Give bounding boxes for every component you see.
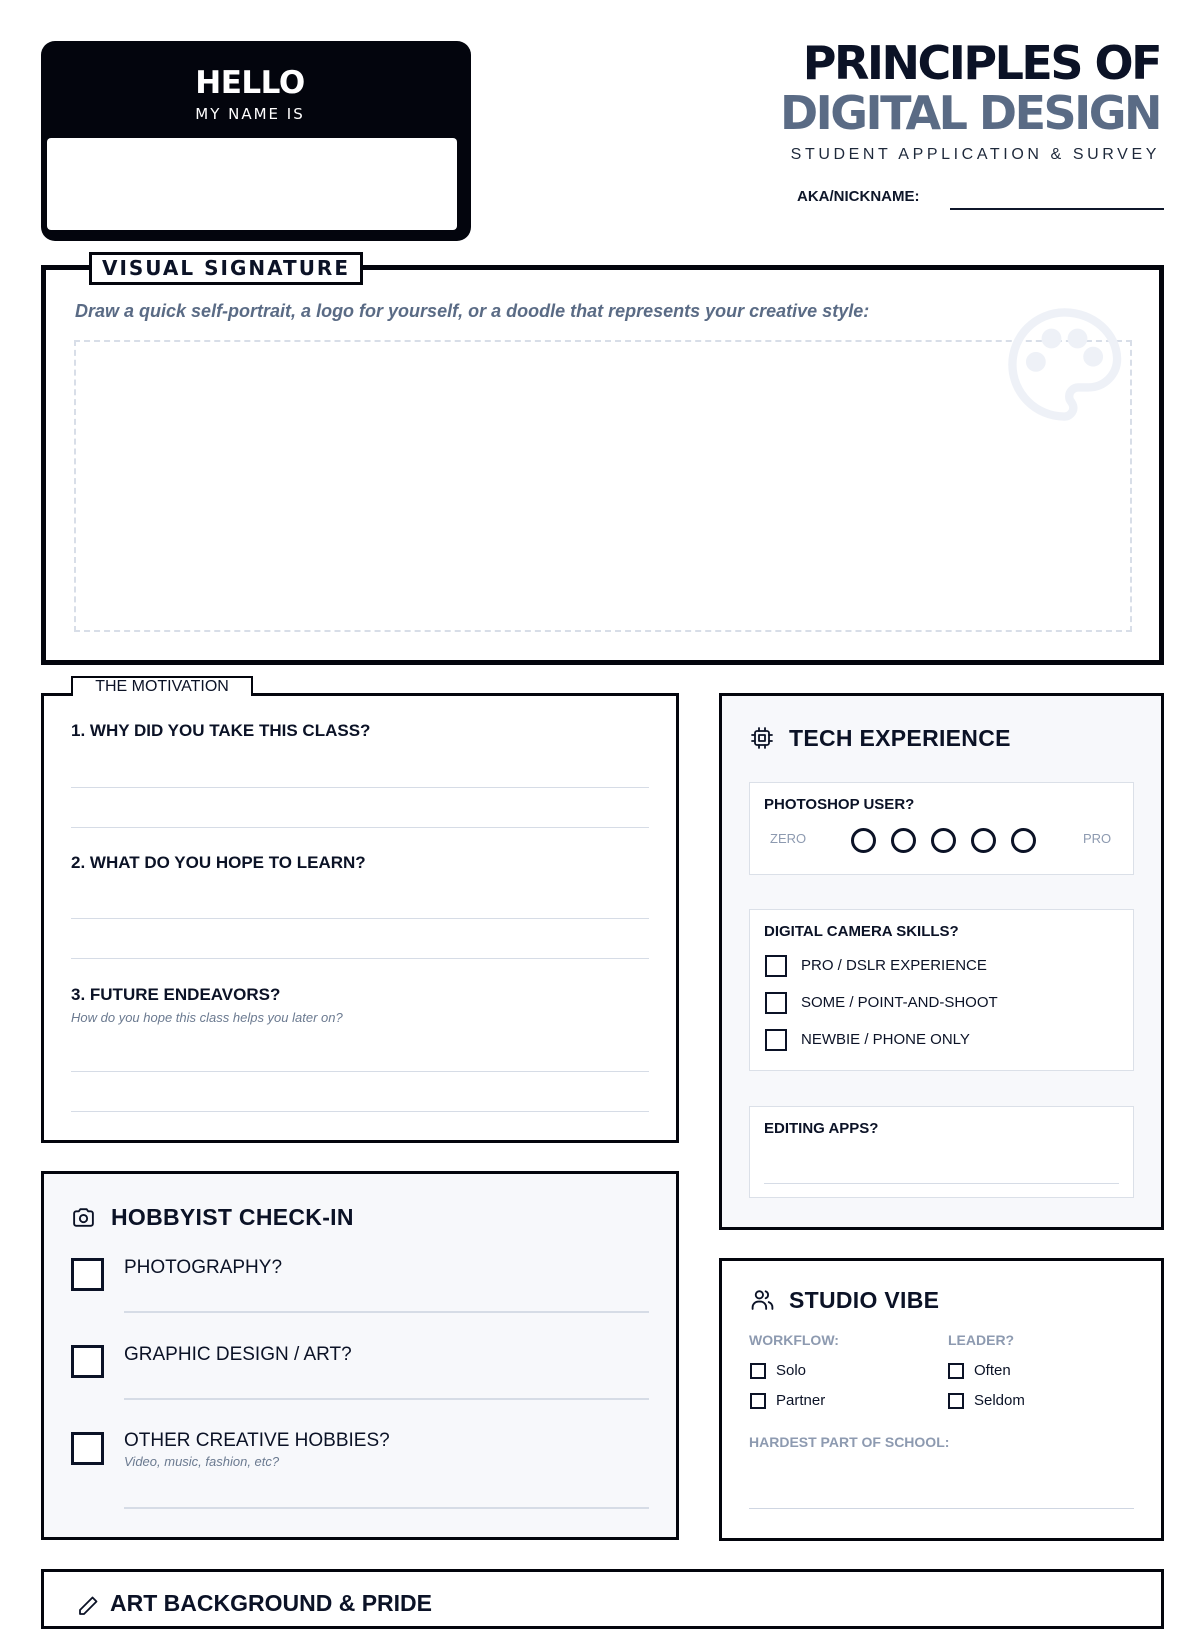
question-3-line-1[interactable] [71,1071,649,1072]
scale-min-label: ZERO [770,831,807,846]
camera-label: DIGITAL CAMERA SKILLS? [764,923,959,940]
palette-icon [1002,302,1127,427]
signature-prompt: Draw a quick self-portrait, a logo for yourself, or a doodle that represents your creative style: [75,301,870,321]
tech-title: TECH EXPERIENCE [789,725,1011,751]
name-tag-hello: HELLO [195,65,305,101]
camera-option-pro-label: PRO / DSLR EXPERIENCE [801,957,987,974]
hardest-part-field[interactable] [749,1508,1134,1509]
photoshop-label: PHOTOSHOP USER? [764,796,915,813]
aka-field[interactable] [950,208,1164,210]
hobby-other-hint: Video, music, fashion, etc? [124,1454,280,1469]
camera-option-pro-checkbox[interactable] [765,955,787,977]
pencil-icon [76,1594,100,1618]
camera-option-newbie-label: NEWBIE / PHONE ONLY [801,1031,970,1048]
hobby-design-checkbox[interactable] [71,1345,104,1378]
leader-often-label: Often [974,1362,1011,1379]
hardest-part-label: HARDEST PART OF SCHOOL: [749,1434,950,1450]
signature-drawing-area[interactable] [74,340,1132,632]
question-3-hint: How do you hope this class helps you later on? [71,1010,343,1025]
hobby-photography-label: PHOTOGRAPHY? [124,1257,283,1278]
rating-circle-4[interactable] [971,828,996,853]
scale-max-label: PRO [1083,831,1112,846]
hobby-design-line[interactable] [124,1398,649,1400]
question-2-label: 2. WHAT DO YOU HOPE TO LEARN? [71,853,366,872]
art-background-title: ART BACKGROUND & PRIDE [110,1590,432,1616]
workflow-partner-label: Partner [776,1392,826,1409]
leader-label: LEADER? [948,1332,1015,1348]
leader-often-checkbox[interactable] [948,1363,964,1379]
vibe-title: STUDIO VIBE [789,1287,940,1313]
hobby-other-line[interactable] [124,1507,649,1509]
workflow-label: WORKFLOW: [749,1332,839,1348]
aka-label: AKA/NICKNAME: [797,188,920,205]
leader-seldom-label: Seldom [974,1392,1025,1409]
users-icon [750,1287,775,1312]
name-tag-subtitle: MY NAME IS [195,105,305,123]
signature-tab: VISUAL SIGNATURE [89,252,363,285]
question-2-line-1[interactable] [71,918,649,919]
camera-option-some-label: SOME / POINT-AND-SHOOT [801,994,998,1011]
hobby-photography-line[interactable] [124,1311,649,1313]
question-2-line-2[interactable] [71,958,649,959]
hobby-title: HOBBYIST CHECK-IN [111,1204,354,1230]
motivation-tab: THE MOTIVATION [71,676,253,696]
chip-icon [750,726,774,750]
name-field[interactable] [47,138,457,230]
hobby-design-label: GRAPHIC DESIGN / ART? [124,1344,352,1365]
rating-circle-5[interactable] [1011,828,1036,853]
question-1-line-1[interactable] [71,787,649,788]
leader-seldom-checkbox[interactable] [948,1393,964,1409]
question-1-line-2[interactable] [71,827,649,828]
rating-circle-1[interactable] [851,828,876,853]
workflow-partner-checkbox[interactable] [750,1393,766,1409]
camera-icon [71,1205,96,1230]
name-tag [41,41,471,241]
apps-field[interactable] [764,1183,1119,1184]
page-title-line2: DIGITAL DESIGN [779,86,1160,140]
rating-circle-3[interactable] [931,828,956,853]
rating-circle-2[interactable] [891,828,916,853]
workflow-solo-checkbox[interactable] [750,1363,766,1379]
question-3-line-2[interactable] [71,1111,649,1112]
page-title-line1: PRINCIPLES OF [802,36,1160,90]
question-1-label: 1. WHY DID YOU TAKE THIS CLASS? [71,721,371,740]
hobby-other-checkbox[interactable] [71,1432,104,1465]
camera-option-newbie-checkbox[interactable] [765,1029,787,1051]
hobby-photography-checkbox[interactable] [71,1258,104,1291]
camera-option-some-checkbox[interactable] [765,992,787,1014]
page-subtitle: STUDENT APPLICATION & SURVEY [790,146,1160,163]
apps-label: EDITING APPS? [764,1120,879,1137]
question-3-label: 3. FUTURE ENDEAVORS? [71,985,281,1004]
workflow-solo-label: Solo [776,1362,807,1379]
hobby-other-label: OTHER CREATIVE HOBBIES? [124,1430,390,1451]
